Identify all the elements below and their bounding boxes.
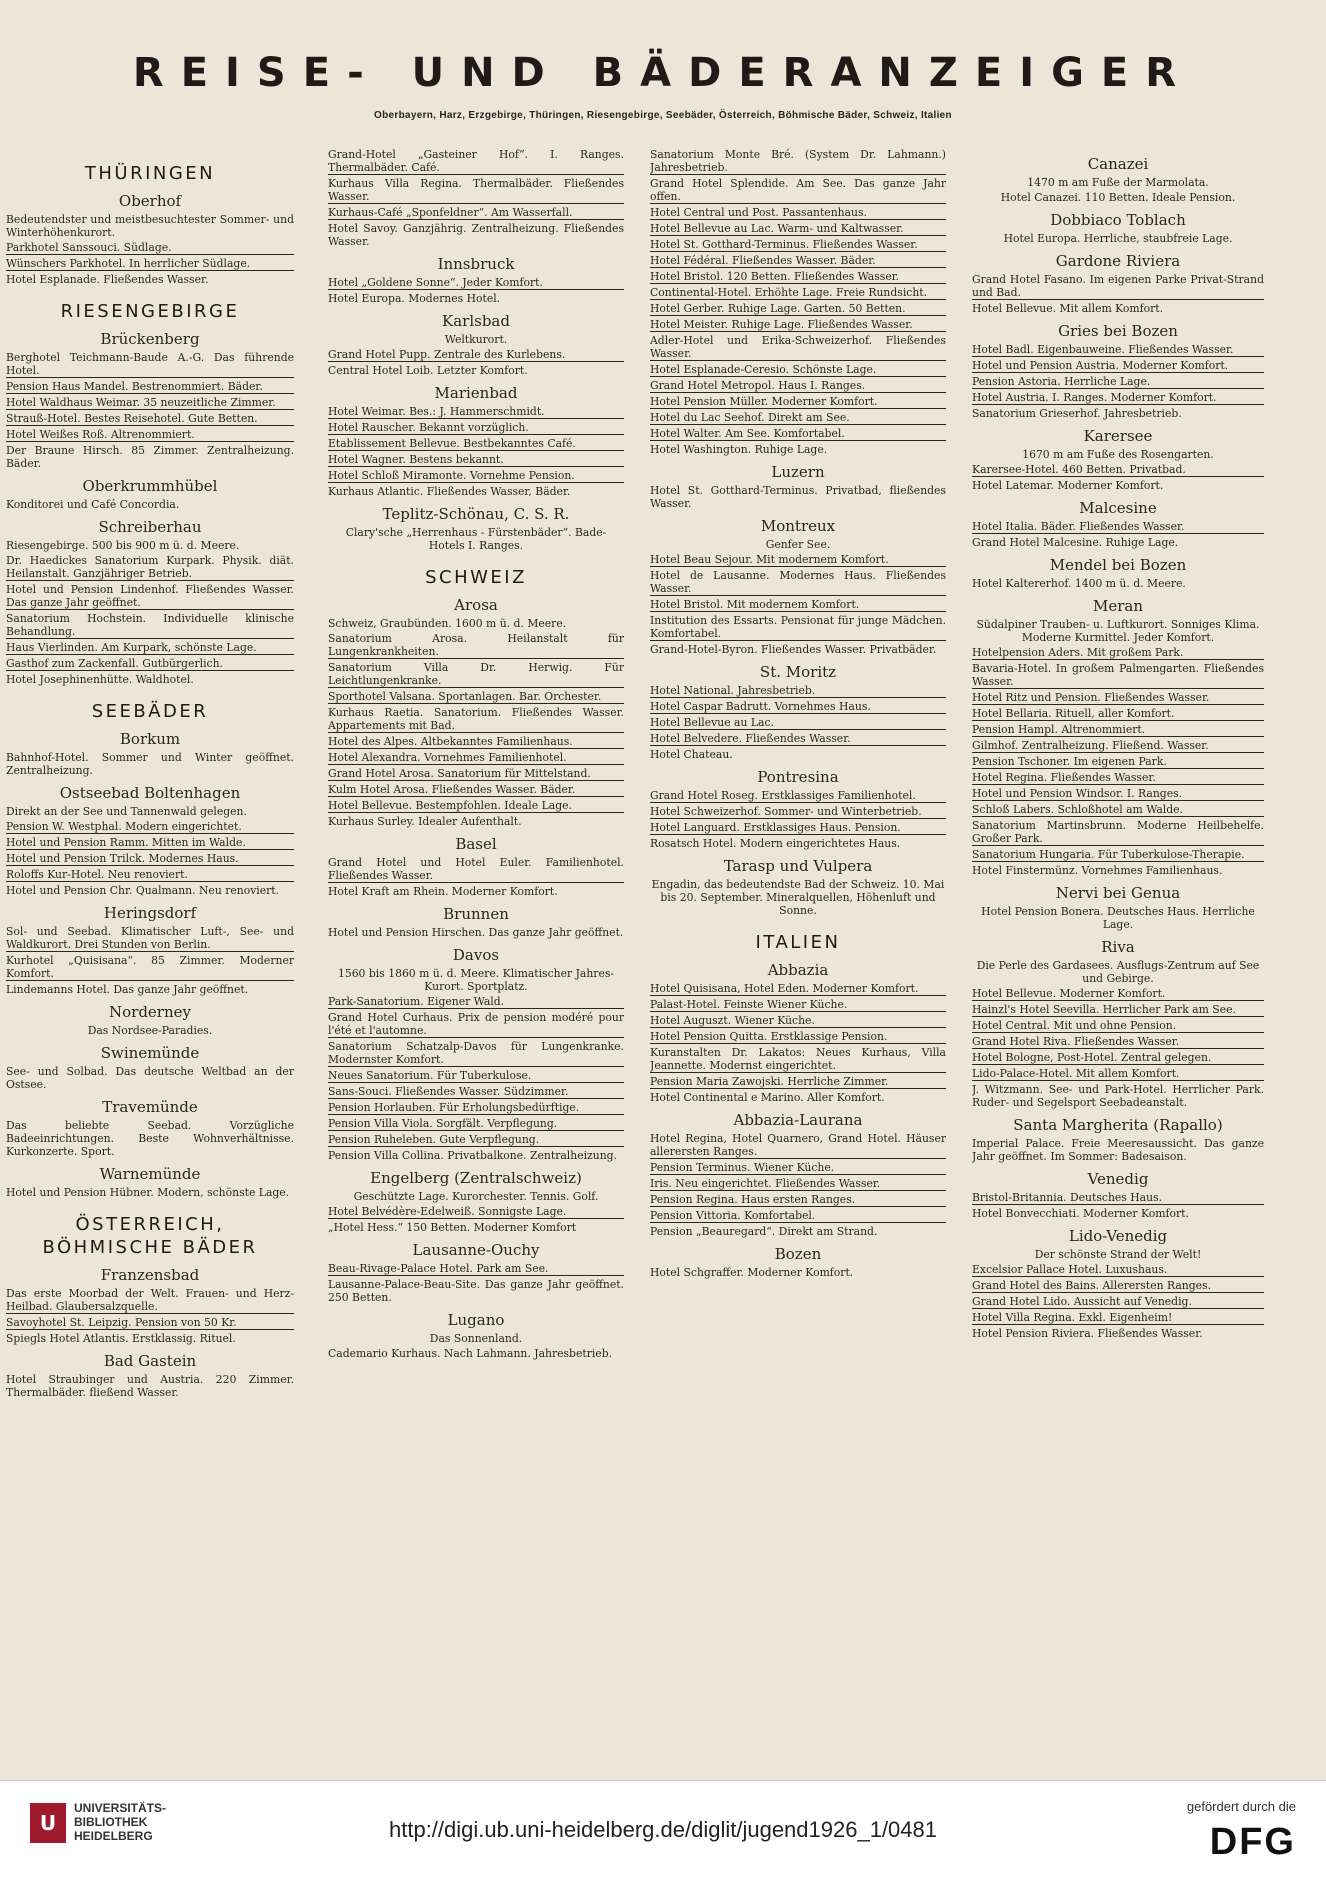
section-heading: RIESENGEBIRGE (60, 301, 240, 322)
place-heading: Pontresina (757, 768, 839, 786)
place-heading: Abbazia-Laurana (733, 1111, 863, 1129)
listing-entry: Hotel Bologne, Post-Hotel. Zentral gelegen. (972, 1051, 1264, 1065)
listing-entry: Hotel National. Jahresbetrieb. (650, 684, 946, 698)
place-description: Südalpiner Trauben- u. Luftkurort. Sonniges Klima. Moderne Kurmittel. Jeder Komfort. (976, 618, 1260, 644)
listing-entry: Gilmhof. Zentralheizung. Fließend. Wasser. (972, 739, 1264, 753)
listing-entry: Hotel Savoy. Ganzjährig. Zentralheizung. Fließendes Wasser. (328, 222, 624, 248)
place-heading: Davos (452, 946, 500, 964)
place-heading: Tarasp und Vulpera (723, 857, 873, 875)
listing-entry: Grand Hotel Curhaus. Prix de pension modéré pour l'été et l'automne. (328, 1011, 624, 1037)
place-description: Hotel Canazei. 110 Betten. Ideale Pension. (1000, 191, 1236, 204)
listing-entry: Pension Haus Mandel. Bestrenommiert. Bäder. (6, 380, 294, 394)
listing-entry: Hotel Chateau. (650, 748, 733, 761)
listing-entry: Hotel Bellaria. Rituell, aller Komfort. (972, 707, 1264, 721)
listing-entry: Hotel Finstermünz. Vornehmes Familienhaus. (972, 864, 1223, 877)
place-heading: Gries bei Bozen (1058, 322, 1178, 340)
listing-entry: Hotel Belvédère-Edelweiß. Sonnigste Lage. (328, 1205, 624, 1219)
place-heading: Ostseebad Boltenhagen (59, 784, 241, 802)
listing-entry: Bahnhof-Hotel. Sommer und Winter geöffnet. Zentralheizung. (6, 751, 294, 777)
place-heading: Lausanne-Ouchy (412, 1241, 540, 1259)
listing-entry: Sanatorium Arosa. Heilanstalt für Lungenkrankheiten. (328, 632, 624, 658)
listing-entry: Hotel Kraft am Rhein. Moderner Komfort. (328, 885, 558, 898)
listing-entry: Sanatorium Hungaria. Für Tuberkulose-Therapie. (972, 848, 1264, 862)
listing-entry: Grand Hotel und Hotel Euler. Familienhotel. Fließendes Wasser. (328, 856, 624, 882)
column-1 (6, 148, 294, 1773)
listing-entry: Hotel Weißes Roß. Altrenommiert. (6, 428, 294, 442)
place-description: Der schönste Strand der Welt! (1034, 1248, 1202, 1261)
listing-entry: Hotel Austria. I. Ranges. Moderner Komfort. (972, 391, 1264, 405)
listing-entry: Hotel Fédéral. Fließendes Wasser. Bäder. (650, 254, 946, 268)
listing-entry: Excelsior Pallace Hotel. Luxushaus. (972, 1263, 1264, 1277)
listing-entry: Karersee-Hotel. 460 Betten. Privatbad. (972, 463, 1264, 477)
listing-entry: Hotel Meister. Ruhige Lage. Fließendes Wasser. (650, 318, 946, 332)
listing-entry: Grand Hotel Malcesine. Ruhige Lage. (972, 536, 1179, 549)
listing-entry: Central Hotel Loib. Letzter Komfort. (328, 364, 528, 377)
listing-entry: Konditorei und Café Concordia. (6, 498, 180, 511)
listing-entry: Hotel Esplanade-Ceresio. Schönste Lage. (650, 363, 946, 377)
listing-entry: Hotel Gerber. Ruhige Lage. Garten. 50 Betten. (650, 302, 946, 316)
listing-entry: Grand Hotel Pupp. Zentrale des Kurlebens. (328, 348, 624, 362)
place-description: Die Perle des Gardasees. Ausflugs-Zentrum auf See und Gebirge. (976, 959, 1260, 985)
place-description: Das Sonnenland. (429, 1332, 523, 1345)
listing-entry: Hotel Walter. Am See. Komfortabel. (650, 427, 946, 441)
place-heading: Meran (1092, 597, 1143, 615)
listing-entry: Hotel „Goldene Sonne“. Jeder Komfort. (328, 276, 624, 290)
listing-entry: Beau-Rivage-Palace Hotel. Park am See. (328, 1262, 624, 1276)
place-description: Hotel Pension Bonera. Deutsches Haus. Herrliche Lage. (981, 905, 1255, 931)
listing-entry: Grand Hotel Lido. Aussicht auf Venedig. (972, 1295, 1264, 1309)
listing-entry: Hotel de Lausanne. Modernes Haus. Fließendes Wasser. (650, 569, 946, 595)
listing-entry: Sanatorium Villa Dr. Herwig. Für Leichtlungenkranke. (328, 661, 624, 687)
listing-entry: Kurhotel „Quisisana“. 85 Zimmer. Moderner Komfort. (6, 954, 294, 980)
place-heading: Karersee (1083, 427, 1153, 445)
listing-entry: Kuranstalten Dr. Lakatos: Neues Kurhaus, Villa Jeannette. Modernst eingerichtet. (650, 1046, 946, 1072)
listing-entry: Kurhaus-Café „Sponfeldner“. Am Wasserfall. (328, 206, 624, 220)
listing-entry: Hotel Bellevue. Mit allem Komfort. (972, 302, 1164, 315)
place-description: Clary'sche „Herrenhaus - Fürstenbäder“. Bade-Hotels I. Ranges. (345, 526, 607, 552)
listing-entry: Hotel Esplanade. Fließendes Wasser. (6, 273, 209, 286)
listing-entry: Continental-Hotel. Erhöhte Lage. Freie Rundsicht. (650, 286, 946, 300)
listing-entry: „Hotel Hess.“ 150 Betten. Moderner Komfort (328, 1221, 577, 1234)
listing-entry: Hotel Ritz und Pension. Fließendes Wasser. (972, 691, 1264, 705)
document-url-link[interactable]: http://digi.ub.uni-heidelberg.de/diglit/jugend1926_1/0481 (389, 1817, 937, 1842)
place-heading: Warnemünde (99, 1165, 201, 1183)
listing-entry: Lindemanns Hotel. Das ganze Jahr geöffnet. (6, 983, 249, 996)
viewer-footer (0, 1780, 1326, 1879)
place-description: 1670 m am Fuße des Rosengarten. (1022, 448, 1214, 461)
page-title: REISE- UND BÄDERANZEIGER (132, 50, 1194, 96)
listing-entry: Roloffs Kur-Hotel. Neu renoviert. (6, 868, 294, 882)
listing-entry: Bavaria-Hotel. In großem Palmengarten. Fließendes Wasser. (972, 662, 1264, 688)
place-heading: Travemünde (102, 1098, 198, 1116)
place-description: Engadin, das bedeutendste Bad der Schweiz. 10. Mai bis 20. September. Mineralquellen, Höhenluft und Sonne. (651, 878, 945, 917)
place-heading: Brunnen (443, 905, 509, 923)
listing-entry: Hotel Bellevue. Bestempfohlen. Ideale Lage. (328, 799, 624, 813)
place-heading: Montreux (760, 517, 836, 535)
listing-entry: Hotel Schgraffer. Moderner Komfort. (650, 1266, 854, 1279)
place-heading: Franzensbad (100, 1266, 200, 1284)
listing-entry: Grand Hotel Roseg. Erstklassiges Familienhotel. (650, 789, 946, 803)
listing-entry: Hotel Italia. Bäder. Fließendes Wasser. (972, 520, 1264, 534)
listing-entry: Berghotel Teichmann-Baude A.-G. Das führende Hotel. (6, 351, 294, 377)
place-heading: Oberkrummhübel (82, 477, 218, 495)
place-description: 1470 m am Fuße der Marmolata. (1027, 176, 1209, 189)
place-heading: Basel (455, 835, 497, 853)
listing-entry: Hotel Alexandra. Vornehmes Familienhotel. (328, 751, 624, 765)
listing-entry: Pension W. Westphal. Modern eingerichtet. (6, 820, 294, 834)
listing-entry: Hotel Quisisana, Hotel Eden. Moderner Komfort. (650, 982, 946, 996)
listing-entry: Bedeutendster und meistbesuchtester Sommer- und Winterhöhenkurort. (6, 213, 294, 239)
place-heading: Karlsbad (442, 312, 510, 330)
listing-entry: Hotel Europa. Modernes Hotel. (328, 292, 501, 305)
listing-entry: Pension Terminus. Wiener Küche. (650, 1161, 946, 1175)
listing-entry: Pension „Beauregard“. Direkt am Strand. (650, 1225, 878, 1238)
listing-entry: Pension Ruheleben. Gute Verpflegung. (328, 1133, 624, 1147)
listing-entry: Grand-Hotel-Byron. Fließendes Wasser. Privatbäder. (650, 643, 937, 656)
listing-entry: Hotel Belvedere. Fließendes Wasser. (650, 732, 946, 746)
column-2 (328, 148, 624, 1773)
listing-entry: Sporthotel Valsana. Sportanlagen. Bar. Orchester. (328, 690, 624, 704)
listing-entry: Cademario Kurhaus. Nach Lahmann. Jahresbetrieb. (328, 1347, 613, 1360)
listing-entry: Iris. Neu eingerichtet. Fließendes Wasser. (650, 1177, 946, 1191)
listing-entry: Hotel und Pension Windsor. I. Ranges. (972, 787, 1264, 801)
listing-entry: Hotel und Pension Austria. Moderner Komfort. (972, 359, 1264, 373)
place-heading: Nervi bei Genua (1055, 884, 1181, 902)
place-heading: Teplitz-Schönau, C. S. R. (382, 505, 570, 523)
listing-entry: J. Witzmann. See- und Park-Hotel. Herrlicher Park. Ruder- und Segelsport Seebadeanstalt. (972, 1083, 1264, 1109)
place-heading: Santa Margherita (Rapallo) (1013, 1116, 1223, 1134)
listing-entry: Savoyhotel St. Leipzig. Pension von 50 Kr. (6, 1316, 294, 1330)
listing-entry: Sanatorium Grieserhof. Jahresbetrieb. (972, 407, 1182, 420)
listing-entry: Kurhaus Villa Regina. Thermalbäder. Fließendes Wasser. (328, 177, 624, 203)
listing-entry: Hotel St. Gotthard-Terminus. Privatbad, fließendes Wasser. (650, 484, 946, 510)
place-heading: Bozen (774, 1245, 822, 1263)
listing-entry: Hotel Villa Regina. Exkl. Eigenheim! (972, 1311, 1264, 1325)
listing-entry: Kurhaus Atlantic. Fließendes Wasser, Bäder. (328, 485, 571, 498)
listing-entry: Pension Maria Zawojski. Herrliche Zimmer. (650, 1075, 946, 1089)
listing-entry: Hotel Bristol. 120 Betten. Fließendes Wasser. (650, 270, 946, 284)
listing-entry: Hotel Regina. Fließendes Wasser. (972, 771, 1264, 785)
university-name-line-1: UNIVERSITÄTS- (74, 1801, 167, 1815)
section-heading: THÜRINGEN (84, 163, 216, 184)
listing-entry: Hotel Central und Post. Passantenhaus. (650, 206, 946, 220)
listing-entry: Kurhaus Raetia. Sanatorium. Fließendes Wasser. Appartements mit Bad. (328, 706, 624, 732)
listing-entry: Hotel St. Gotthard-Terminus. Fließendes Wasser. (650, 238, 946, 252)
place-heading: Venedig (1087, 1170, 1149, 1188)
listing-entry: Hotel Pension Quitta. Erstklassige Pension. (650, 1030, 946, 1044)
listing-entry: Etablissement Bellevue. Bestbekanntes Café. (328, 437, 624, 451)
listing-entry: Hotel Straubinger und Austria. 220 Zimmer. Thermalbäder. fließend Wasser. (6, 1373, 294, 1399)
listing-entry: Hotel Beau Sejour. Mit modernem Komfort. (650, 553, 946, 567)
listing-entry: Hotel Bellevue au Lac. Warm- und Kaltwasser. (650, 222, 946, 236)
listing-entry: Grand Hotel Metropol. Haus I. Ranges. (650, 379, 946, 393)
place-heading: Dobbiaco Toblach (1050, 211, 1186, 229)
page-subtitle: Oberbayern, Harz, Erzgebirge, Thüringen, Riesengebirge, Seebäder, Österreich, Böhmische Bäder, Schweiz, Italien (374, 110, 952, 121)
university-name-line-2: BIBLIOTHEK (74, 1815, 148, 1829)
listing-entry: Hotel Schweizerhof. Sommer- und Winterbetrieb. (650, 805, 946, 819)
university-logo-icon[interactable]: U (30, 1803, 66, 1843)
listing-entry: Hotel du Lac Seehof. Direkt am See. (650, 411, 946, 425)
place-description: Hotel Europa. Herrliche, staubfreie Lage. (1003, 232, 1233, 245)
listing-entry: Sanatorium Monte Bré. (System Dr. Lahmann.) Jahresbetrieb. (650, 148, 946, 174)
listing-entry: Schweiz, Graubünden. 1600 m ü. d. Meere. (328, 617, 567, 630)
listing-entry: Pension Tschoner. Im eigenen Park. (972, 755, 1264, 769)
listing-entry: Bristol-Britannia. Deutsches Haus. (972, 1191, 1264, 1205)
listing-entry: Grand Hotel des Bains. Allerersten Ranges. (972, 1279, 1264, 1293)
listing-entry: Pension Vittoria. Komfortabel. (650, 1209, 946, 1223)
listing-entry: Pension Hampl. Altrenommiert. (972, 723, 1264, 737)
section-heading: ITALIEN (755, 932, 841, 953)
place-heading: Swinemünde (100, 1044, 200, 1062)
listing-entry: Hotel Languard. Erstklassiges Haus. Pension. (650, 821, 946, 835)
listing-entry: Pension Villa Collina. Privatbalkone. Zentralheizung. (328, 1149, 617, 1162)
listing-entry: Imperial Palace. Freie Meeresaussicht. Das ganze Jahr geöffnet. Im Sommer: Badesaison. (972, 1137, 1264, 1163)
listing-entry: Hotel Pension Müller. Moderner Komfort. (650, 395, 946, 409)
listing-entry: Haus Vierlinden. Am Kurpark, schönste Lage. (6, 641, 294, 655)
place-description: Genfer See. (765, 538, 831, 551)
listing-entry: Hotel Waldhaus Weimar. 35 neuzeitliche Zimmer. (6, 396, 294, 410)
listing-entry: Hotel Josephinenhütte. Waldhotel. (6, 673, 194, 686)
listing-entry: Sol- und Seebad. Klimatischer Luft-, See- und Waldkurort. Drei Stunden von Berlin. (6, 925, 294, 951)
listing-entry: Hotel Bonvecchiati. Moderner Komfort. (972, 1207, 1189, 1220)
listing-entry: Hotel des Alpes. Altbekanntes Familienhaus. (328, 735, 624, 749)
listing-entry: Grand Hotel Riva. Fließendes Wasser. (972, 1035, 1264, 1049)
listing-entry: Hotel Central. Mit und ohne Pension. (972, 1019, 1264, 1033)
listing-entry: Hotel Bristol. Mit modernem Komfort. (650, 598, 946, 612)
place-heading: Gardone Riviera (1055, 252, 1181, 270)
place-heading: St. Moritz (759, 663, 837, 681)
place-heading: Marienbad (434, 384, 518, 402)
listing-entry: Grand Hotel Arosa. Sanatorium für Mittelstand. (328, 767, 624, 781)
listing-entry: Hotel Pension Riviera. Fließendes Wasser. (972, 1327, 1203, 1340)
listing-entry: Das beliebte Seebad. Vorzügliche Badeeinrichtungen. Beste Wohnverhältnisse. Kurkonzerte. Sport. (6, 1119, 294, 1158)
listing-entry: Kulm Hotel Arosa. Fließendes Wasser. Bäder. (328, 783, 624, 797)
listing-entry: Pension Astoria. Herrliche Lage. (972, 375, 1264, 389)
listing-entry: Park-Sanatorium. Eigener Wald. (328, 995, 624, 1009)
listing-entry: Kurhaus Surley. Idealer Aufenthalt. (328, 815, 522, 828)
listing-entry: Grand-Hotel „Gasteiner Hof“. I. Ranges. Thermalbäder. Café. (328, 148, 624, 174)
place-heading: Riva (1101, 938, 1135, 956)
listing-entry: Hotel Continental e Marino. Aller Komfort. (650, 1091, 885, 1104)
place-heading: Luzern (771, 463, 825, 481)
listing-entry: Hotel Kaltererhof. 1400 m ü. d. Meere. (972, 577, 1186, 590)
listing-entry: Hotel Badl. Eigenbauweine. Fließendes Wasser. (972, 343, 1264, 357)
place-heading: Heringsdorf (103, 904, 197, 922)
listing-entry: Pension Horlauben. Für Erholungsbedürftige. (328, 1101, 624, 1115)
place-description: Das Nordsee-Paradies. (87, 1024, 213, 1037)
listing-entry: Dr. Haedickes Sanatorium Kurpark. Physik. diät. Heilanstalt. Ganzjähriger Betrieb. (6, 554, 294, 580)
place-heading: Abbazia (767, 961, 829, 979)
listing-entry: Hotel Wagner. Bestens bekannt. (328, 453, 624, 467)
listing-entry: See- und Solbad. Das deutsche Weltbad an der Ostsee. (6, 1065, 294, 1091)
listing-entry: Hotel Schloß Miramonte. Vornehme Pension. (328, 469, 624, 483)
listing-entry: Gasthof zum Zackenfall. Gutbürgerlich. (6, 657, 294, 671)
listing-entry: Das erste Moorbad der Welt. Frauen- und Herz-Heilbad. Glaubersalzquelle. (6, 1287, 294, 1313)
place-description: 1560 bis 1860 m ü. d. Meere. Klimatischer Jahres-Kurort. Sportplatz. (337, 967, 615, 993)
listing-entry: Pension Regina. Haus ersten Ranges. (650, 1193, 946, 1207)
listing-entry: Riesengebirge. 500 bis 900 m ü. d. Meere. (6, 539, 240, 552)
listing-entry: Hotel Washington. Ruhige Lage. (650, 443, 828, 456)
listing-entry: Sanatorium Martinsbrunn. Moderne Heilbehelfe. Großer Park. (972, 819, 1264, 845)
place-heading: Borkum (119, 730, 181, 748)
listing-entry: Hotel Auguszt. Wiener Küche. (650, 1014, 946, 1028)
listing-entry: Hotel und Pension Ramm. Mitten im Walde. (6, 836, 294, 850)
listing-entry: Lausanne-Palace-Beau-Site. Das ganze Jahr geöffnet. 250 Betten. (328, 1278, 624, 1304)
place-heading: Norderney (109, 1003, 191, 1021)
section-heading: ÖSTERREICH, BÖHMISCHE BÄDER (42, 1214, 258, 1258)
listing-entry: Hotel Regina, Hotel Quarnero, Grand Hotel. Häuser allerersten Ranges. (650, 1132, 946, 1158)
listing-entry: Hotel Rauscher. Bekannt vorzüglich. (328, 421, 624, 435)
place-heading: Brückenberg (100, 330, 200, 348)
place-heading: Malcesine (1079, 499, 1157, 517)
university-name-line-3: HEIDELBERG (74, 1829, 153, 1843)
listing-entry: Strauß-Hotel. Bestes Reisehotel. Gute Betten. (6, 412, 294, 426)
funded-by-label: gefördert durch die (1186, 1799, 1296, 1814)
listing-entry: Adler-Hotel und Erika-Schweizerhof. Fließendes Wasser. (650, 334, 946, 360)
place-heading: Engelberg (Zentralschweiz) (370, 1169, 582, 1187)
listing-entry: Hotel Caspar Badrutt. Vornehmes Haus. (650, 700, 946, 714)
listing-entry: Hotel Weimar. Bes.: J. Hammerschmidt. (328, 405, 624, 419)
column-3 (650, 148, 946, 1773)
place-heading: Lugano (447, 1311, 505, 1329)
listing-entry: Rosatsch Hotel. Modern eingerichtetes Haus. (650, 837, 901, 850)
listing-entry: Sanatorium Hochstein. Individuelle klinische Behandlung. (6, 612, 294, 638)
listing-entry: Sans-Souci. Fließendes Wasser. Südzimmer. (328, 1085, 624, 1099)
listing-entry: Lido-Palace-Hotel. Mit allem Komfort. (972, 1067, 1264, 1081)
listing-entry: Hainzl's Hotel Seevilla. Herrlicher Park am See. (972, 1003, 1264, 1017)
place-heading: Bad Gastein (103, 1352, 197, 1370)
listing-entry: Wünschers Parkhotel. In herrlicher Südlage. (6, 257, 294, 271)
listing-entry: Hotelpension Aders. Mit großem Park. (972, 646, 1264, 660)
listing-entry: Institution des Essarts. Pensionat für junge Mädchen. Komfortabel. (650, 614, 946, 640)
listing-entry: Grand Hotel Fasano. Im eigenen Parke Privat-Strand und Bad. (972, 273, 1264, 299)
listing-entry: Hotel und Pension Lindenhof. Fließendes Wasser. Das ganze Jahr geöffnet. (6, 583, 294, 609)
listing-entry: Pension Villa Viola. Sorgfält. Verpflegung. (328, 1117, 624, 1131)
place-heading: Innsbruck (437, 255, 515, 273)
listing-entry: Hotel Bellevue. Moderner Komfort. (972, 987, 1264, 1001)
place-heading: Mendel bei Bozen (1049, 556, 1187, 574)
place-heading: Canazei (1087, 155, 1149, 173)
place-description: Geschützte Lage. Kurorchester. Tennis. Golf. (353, 1190, 599, 1203)
listing-entry: Hotel und Pension Trilck. Modernes Haus. (6, 852, 294, 866)
listing-entry: Parkhotel Sanssouci. Südlage. (6, 241, 294, 255)
place-heading: Oberhof (118, 192, 182, 210)
listing-entry: Hotel und Pension Chr. Qualmann. Neu renoviert. (6, 884, 280, 897)
listing-entry: Grand Hotel Splendide. Am See. Das ganze Jahr offen. (650, 177, 946, 203)
listing-entry: Direkt an der See und Tannenwald gelegen. (6, 805, 247, 818)
listing-entry: Schloß Labers. Schloßhotel am Walde. (972, 803, 1264, 817)
listing-entry: Palast-Hotel. Feinste Wiener Küche. (650, 998, 946, 1012)
listing-entry: Hotel und Pension Hübner. Modern, schönste Lage. (6, 1186, 290, 1199)
listing-entry: Spiegls Hotel Atlantis. Erstklassig. Rituel. (6, 1332, 236, 1345)
section-heading: SEEBÄDER (91, 701, 209, 722)
listing-entry: Der Braune Hirsch. 85 Zimmer. Zentralheizung. Bäder. (6, 444, 294, 470)
place-description: Weltkurort. (444, 333, 508, 346)
place-heading: Lido-Venedig (1068, 1227, 1168, 1245)
section-heading: SCHWEIZ (425, 567, 527, 588)
dfg-logo[interactable]: DFG (1209, 1821, 1296, 1863)
listing-entry: Neues Sanatorium. Für Tuberkulose. (328, 1069, 624, 1083)
listing-entry: Hotel Latemar. Moderner Komfort. (972, 479, 1164, 492)
listing-entry: Hotel Bellevue au Lac. (650, 716, 946, 730)
place-heading: Schreiberhau (98, 518, 202, 536)
listing-entry: Hotel und Pension Hirschen. Das ganze Jahr geöffnet. (328, 926, 624, 939)
listing-entry: Sanatorium Schatzalp-Davos für Lungenkranke. Modernster Komfort. (328, 1040, 624, 1066)
place-heading: Arosa (454, 596, 498, 614)
column-4 (972, 148, 1264, 1773)
